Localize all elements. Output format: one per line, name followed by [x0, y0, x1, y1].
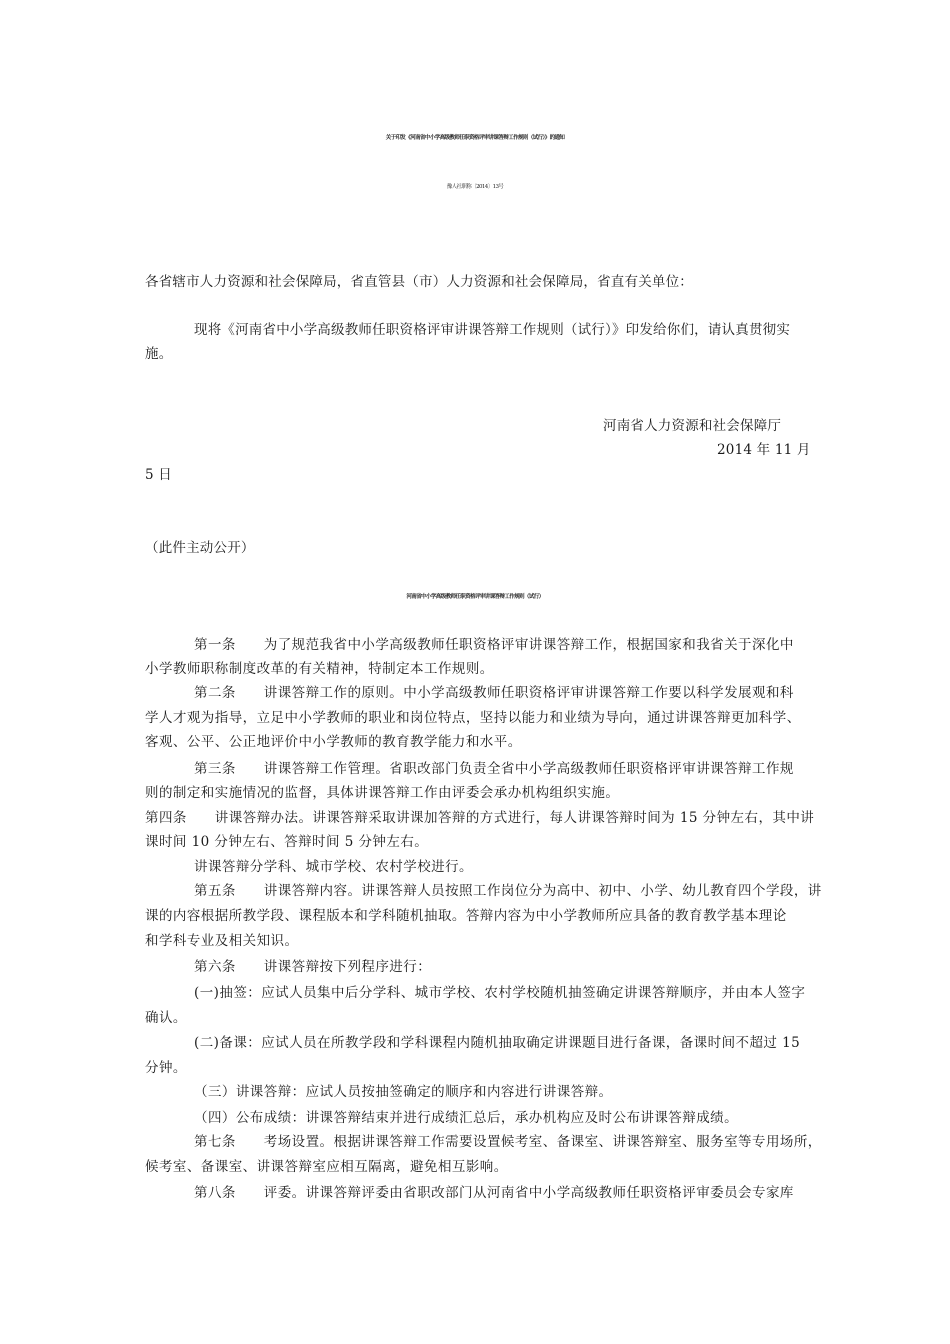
article-line: 第八条 评委。讲课答辩评委由省职改部门从河南省中小学高级教师任职资格评审委员会专家库	[194, 1185, 794, 1201]
notice-body-line: 施。	[145, 346, 173, 362]
article-line: 第四条 讲课答辩办法。讲课答辩采取讲课加答辩的方式进行，每人讲课答辩时间为 15 分钟左右，其中讲	[145, 810, 815, 826]
issuer-name: 河南省人力资源和社会保障厅	[603, 418, 782, 434]
addressee: 各省辖市人力资源和社会保障局，省直管县（市）人力资源和社会保障局，省直有关单位：	[145, 274, 693, 290]
notice-title: 关于印发《河南省中小学高级教师任职资格评审讲课答辩工作规则（试行）》的通知	[385, 135, 565, 141]
article-line: 分钟。	[145, 1060, 187, 1076]
article-line: 第一条 为了规范我省中小学高级教师任职资格评审讲课答辩工作，根据国家和我省关于深化中	[194, 637, 794, 653]
article-line: 课时间 10 分钟左右、答辩时间 5 分钟左右。	[145, 834, 429, 850]
issue-date-continued: 5 日	[145, 467, 172, 483]
article-line: (一)抽签：应试人员集中后分学科、城市学校、农村学校随机抽签确定讲课答辩顺序，并由本人签字	[194, 985, 806, 1001]
article-line: (二)备课：应试人员在所教学段和学科课程内随机抽取确定讲课题目进行备课，备课时间不超过 15	[194, 1035, 801, 1051]
article-line: 客观、公平、公正地评价中小学教师的教育教学能力和水平。	[145, 734, 522, 750]
article-line: 第五条 讲课答辩内容。讲课答辩人员按照工作岗位分为高中、初中、小学、幼儿教育四个学段，讲	[194, 883, 822, 899]
article-line: 第三条 讲课答辩工作管理。省职改部门负责全省中小学高级教师任职资格评审讲课答辩工作规	[194, 761, 794, 777]
article-line: （四）公布成绩：讲课答辩结束并进行成绩汇总后，承办机构应及时公布讲课答辩成绩。	[194, 1110, 739, 1126]
article-line: 课的内容根据所教学段、课程版本和学科随机抽取。答辩内容为中小学教师所应具备的教育教学基本理论	[145, 908, 787, 924]
article-line: 候考室、备课室、讲课答辩室应相互隔离，避免相互影响。	[145, 1159, 508, 1175]
article-line: 确认。	[145, 1010, 187, 1026]
article-line: 第七条 考场设置。根据讲课答辩工作需要设置候考室、备课室、讲课答辩室、服务室等专用场所，	[194, 1134, 822, 1150]
rules-title: 河南省中小学高级教师任职资格评审讲课答辩工作规则（试行）	[406, 594, 544, 600]
article-line: （三）讲课答辩：应试人员按抽签确定的顺序和内容进行讲课答辩。	[194, 1084, 613, 1100]
article-line: 学人才观为指导，立足中小学教师的职业和岗位特点，坚持以能力和业绩为导向，通过讲课答辩更加科学、	[145, 710, 801, 726]
article-line: 第六条 讲课答辩按下列程序进行：	[194, 959, 432, 975]
article-line: 则的制定和实施情况的监督，具体讲课答辩工作由评委会承办机构组织实施。	[145, 785, 620, 801]
article-line: 讲课答辩分学科、城市学校、农村学校进行。	[194, 859, 473, 875]
article-line: 第二条 讲课答辩工作的原则。中小学高级教师任职资格评审讲课答辩工作要以科学发展观和科	[194, 685, 794, 701]
document-number: 豫人社职称〔2014〕13号	[446, 184, 504, 190]
article-line: 小学教师职称制度改革的有关精神，特制定本工作规则。	[145, 661, 494, 677]
notice-body-line: 现将《河南省中小学高级教师任职资格评审讲课答辩工作规则（试行）》印发给你们，请认真贯彻实	[194, 322, 791, 338]
issue-date: 2014 年 11 月	[717, 442, 811, 458]
disclosure-note: （此件主动公开）	[145, 540, 255, 556]
article-line: 和学科专业及相关知识。	[145, 933, 299, 949]
